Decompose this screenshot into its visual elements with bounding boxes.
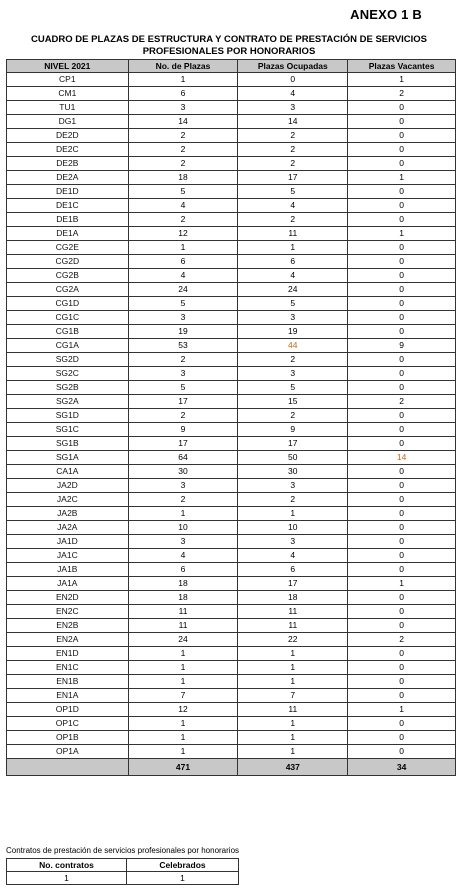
level-cell: SG2D bbox=[7, 353, 129, 367]
vacant-cell: 0 bbox=[348, 717, 456, 731]
level-cell: DE2B bbox=[7, 157, 129, 171]
occupied-cell: 3 bbox=[238, 101, 348, 115]
positions-cell: 11 bbox=[128, 605, 238, 619]
vacant-cell: 0 bbox=[348, 591, 456, 605]
table-row bbox=[7, 493, 456, 507]
positions-cell: 3 bbox=[128, 101, 238, 115]
table-row bbox=[7, 661, 456, 675]
table-row bbox=[7, 241, 456, 255]
positions-cell: 2 bbox=[128, 143, 238, 157]
level-cell: SG1C bbox=[7, 423, 129, 437]
level-cell: EN2B bbox=[7, 619, 129, 633]
positions-cell: 64 bbox=[128, 451, 238, 465]
vacant-cell: 0 bbox=[348, 661, 456, 675]
table-row bbox=[7, 605, 456, 619]
level-cell: JA1A bbox=[7, 577, 129, 591]
table-row bbox=[7, 731, 456, 745]
level-cell: EN1B bbox=[7, 675, 129, 689]
vacant-cell: 9 bbox=[348, 339, 456, 353]
table-row bbox=[7, 381, 456, 395]
positions-cell: 30 bbox=[128, 465, 238, 479]
positions-cell: 11 bbox=[128, 619, 238, 633]
occupied-cell: 5 bbox=[238, 185, 348, 199]
vacant-cell: 1 bbox=[348, 577, 456, 591]
occupied-cell: 4 bbox=[238, 549, 348, 563]
table-row bbox=[7, 101, 456, 115]
vacant-cell: 1 bbox=[348, 73, 456, 87]
totals-label bbox=[7, 759, 129, 776]
vacant-cell: 0 bbox=[348, 255, 456, 269]
occupied-cell: 4 bbox=[238, 199, 348, 213]
contracts-data-row bbox=[7, 872, 239, 885]
level-cell: DG1 bbox=[7, 115, 129, 129]
positions-cell: 2 bbox=[128, 157, 238, 171]
level-cell: CM1 bbox=[7, 87, 129, 101]
occupied-cell: 6 bbox=[238, 563, 348, 577]
occupied-cell: 22 bbox=[238, 633, 348, 647]
table-body bbox=[7, 73, 456, 759]
positions-cell: 2 bbox=[128, 409, 238, 423]
table-row bbox=[7, 521, 456, 535]
table-row bbox=[7, 129, 456, 143]
table-row bbox=[7, 549, 456, 563]
table-row bbox=[7, 227, 456, 241]
level-cell: CG2E bbox=[7, 241, 129, 255]
occupied-cell: 3 bbox=[238, 367, 348, 381]
occupied-cell: 1 bbox=[238, 675, 348, 689]
positions-cell: 12 bbox=[128, 703, 238, 717]
positions-cell: 1 bbox=[128, 731, 238, 745]
table-row bbox=[7, 437, 456, 451]
occupied-cell: 1 bbox=[238, 507, 348, 521]
positions-cell: 18 bbox=[128, 591, 238, 605]
level-cell: SG2C bbox=[7, 367, 129, 381]
positions-cell: 4 bbox=[128, 549, 238, 563]
table-row bbox=[7, 199, 456, 213]
positions-cell: 1 bbox=[128, 745, 238, 759]
table-row bbox=[7, 185, 456, 199]
positions-cell: 3 bbox=[128, 311, 238, 325]
level-cell: CG2B bbox=[7, 269, 129, 283]
table-row bbox=[7, 563, 456, 577]
vacant-cell: 0 bbox=[348, 367, 456, 381]
table-row bbox=[7, 451, 456, 465]
vacant-cell: 0 bbox=[348, 241, 456, 255]
level-cell: DE1B bbox=[7, 213, 129, 227]
positions-cell: 17 bbox=[128, 395, 238, 409]
occupied-cell: 2 bbox=[238, 157, 348, 171]
positions-cell: 3 bbox=[128, 479, 238, 493]
occupied-cell: 11 bbox=[238, 227, 348, 241]
level-cell: CG1C bbox=[7, 311, 129, 325]
vacant-cell: 0 bbox=[348, 381, 456, 395]
header-occupied: Plazas Ocupadas bbox=[238, 60, 348, 73]
level-cell: OP1D bbox=[7, 703, 129, 717]
table-row bbox=[7, 269, 456, 283]
occupied-cell: 3 bbox=[238, 311, 348, 325]
vacant-cell: 0 bbox=[348, 479, 456, 493]
level-cell: CG2A bbox=[7, 283, 129, 297]
table-row bbox=[7, 619, 456, 633]
positions-cell: 18 bbox=[128, 171, 238, 185]
table-row bbox=[7, 507, 456, 521]
contracts-header-row bbox=[7, 859, 239, 872]
vacant-cell: 0 bbox=[348, 185, 456, 199]
table-row bbox=[7, 633, 456, 647]
vacant-cell: 1 bbox=[348, 227, 456, 241]
vacant-cell: 2 bbox=[348, 395, 456, 409]
table-row bbox=[7, 353, 456, 367]
level-cell: CG2D bbox=[7, 255, 129, 269]
vacant-cell: 0 bbox=[348, 493, 456, 507]
level-cell: SG2A bbox=[7, 395, 129, 409]
table-row bbox=[7, 143, 456, 157]
positions-cell: 2 bbox=[128, 129, 238, 143]
table-row bbox=[7, 367, 456, 381]
header-positions: No. de Plazas bbox=[128, 60, 238, 73]
vacant-cell: 0 bbox=[348, 423, 456, 437]
vacant-cell: 2 bbox=[348, 87, 456, 101]
occupied-cell: 2 bbox=[238, 213, 348, 227]
level-cell: JA2A bbox=[7, 521, 129, 535]
positions-cell: 5 bbox=[128, 381, 238, 395]
occupied-cell: 6 bbox=[238, 255, 348, 269]
vacant-cell: 2 bbox=[348, 633, 456, 647]
positions-cell: 5 bbox=[128, 185, 238, 199]
level-cell: EN2D bbox=[7, 591, 129, 605]
positions-cell: 3 bbox=[128, 367, 238, 381]
occupied-cell: 10 bbox=[238, 521, 348, 535]
positions-cell: 9 bbox=[128, 423, 238, 437]
vacant-cell: 0 bbox=[348, 157, 456, 171]
level-cell: SG1A bbox=[7, 451, 129, 465]
level-cell: CG1D bbox=[7, 297, 129, 311]
occupied-cell: 14 bbox=[238, 115, 348, 129]
occupied-cell: 2 bbox=[238, 129, 348, 143]
occupied-cell: 1 bbox=[238, 661, 348, 675]
table-row bbox=[7, 689, 456, 703]
level-cell: CA1A bbox=[7, 465, 129, 479]
positions-cell: 6 bbox=[128, 563, 238, 577]
level-cell: SG2B bbox=[7, 381, 129, 395]
level-cell: DE2C bbox=[7, 143, 129, 157]
vacant-cell: 1 bbox=[348, 171, 456, 185]
occupied-cell: 15 bbox=[238, 395, 348, 409]
total-vacant: 34 bbox=[348, 759, 456, 776]
totals-row bbox=[7, 759, 456, 776]
occupied-cell: 3 bbox=[238, 535, 348, 549]
table-row bbox=[7, 647, 456, 661]
occupied-cell: 1 bbox=[238, 717, 348, 731]
level-cell: JA1C bbox=[7, 549, 129, 563]
total-occupied: 437 bbox=[238, 759, 348, 776]
occupied-cell: 44 bbox=[238, 339, 348, 353]
level-cell: EN2C bbox=[7, 605, 129, 619]
positions-table bbox=[6, 59, 456, 776]
header-level: NIVEL 2021 bbox=[7, 60, 129, 73]
level-cell: EN1A bbox=[7, 689, 129, 703]
positions-cell: 6 bbox=[128, 87, 238, 101]
positions-cell: 24 bbox=[128, 283, 238, 297]
occupied-cell: 18 bbox=[238, 591, 348, 605]
level-cell: EN2A bbox=[7, 633, 129, 647]
positions-cell: 1 bbox=[128, 507, 238, 521]
table-row bbox=[7, 311, 456, 325]
table-row bbox=[7, 255, 456, 269]
table-row bbox=[7, 535, 456, 549]
vacant-cell: 0 bbox=[348, 129, 456, 143]
occupied-cell: 11 bbox=[238, 703, 348, 717]
level-cell: SG1D bbox=[7, 409, 129, 423]
contracts-header-count: No. contratos bbox=[7, 859, 127, 872]
table-row bbox=[7, 115, 456, 129]
positions-cell: 14 bbox=[128, 115, 238, 129]
occupied-cell: 3 bbox=[238, 479, 348, 493]
contracts-note: Contratos de prestación de servicios profesionales por honorarios bbox=[6, 846, 240, 855]
occupied-cell: 19 bbox=[238, 325, 348, 339]
table-row bbox=[7, 577, 456, 591]
occupied-cell: 9 bbox=[238, 423, 348, 437]
occupied-cell: 17 bbox=[238, 437, 348, 451]
occupied-cell: 50 bbox=[238, 451, 348, 465]
level-cell: JA1B bbox=[7, 563, 129, 577]
vacant-cell: 0 bbox=[348, 101, 456, 115]
level-cell: SG1B bbox=[7, 437, 129, 451]
vacant-cell: 0 bbox=[348, 605, 456, 619]
positions-cell: 3 bbox=[128, 535, 238, 549]
occupied-cell: 1 bbox=[238, 731, 348, 745]
contracts-table bbox=[6, 858, 239, 885]
level-cell: CG1A bbox=[7, 339, 129, 353]
positions-cell: 18 bbox=[128, 577, 238, 591]
level-cell: DE2A bbox=[7, 171, 129, 185]
occupied-cell: 0 bbox=[238, 73, 348, 87]
positions-cell: 2 bbox=[128, 353, 238, 367]
positions-cell: 53 bbox=[128, 339, 238, 353]
occupied-cell: 4 bbox=[238, 269, 348, 283]
vacant-cell: 0 bbox=[348, 731, 456, 745]
vacant-cell: 0 bbox=[348, 269, 456, 283]
table-row bbox=[7, 325, 456, 339]
level-cell: CG1B bbox=[7, 325, 129, 339]
positions-cell: 12 bbox=[128, 227, 238, 241]
contracts-header-celebrated: Celebrados bbox=[127, 859, 239, 872]
level-cell: CP1 bbox=[7, 73, 129, 87]
occupied-cell: 5 bbox=[238, 297, 348, 311]
vacant-cell: 0 bbox=[348, 213, 456, 227]
positions-cell: 1 bbox=[128, 647, 238, 661]
level-cell: JA1D bbox=[7, 535, 129, 549]
title-line-2: PROFESIONALES POR HONORARIOS bbox=[142, 46, 316, 57]
occupied-cell: 17 bbox=[238, 577, 348, 591]
vacant-cell: 0 bbox=[348, 353, 456, 367]
header-vacant: Plazas Vacantes bbox=[348, 60, 456, 73]
vacant-cell: 0 bbox=[348, 199, 456, 213]
table-row bbox=[7, 479, 456, 493]
vacant-cell: 0 bbox=[348, 143, 456, 157]
annex-label: ANEXO 1 B bbox=[350, 7, 422, 22]
vacant-cell: 0 bbox=[348, 115, 456, 129]
level-cell: EN1C bbox=[7, 661, 129, 675]
vacant-cell: 0 bbox=[348, 507, 456, 521]
occupied-cell: 11 bbox=[238, 605, 348, 619]
positions-cell: 6 bbox=[128, 255, 238, 269]
positions-cell: 1 bbox=[128, 241, 238, 255]
occupied-cell: 2 bbox=[238, 493, 348, 507]
vacant-cell: 0 bbox=[348, 325, 456, 339]
level-cell: DE2D bbox=[7, 129, 129, 143]
vacant-cell: 0 bbox=[348, 675, 456, 689]
level-cell: DE1A bbox=[7, 227, 129, 241]
positions-cell: 2 bbox=[128, 493, 238, 507]
positions-cell: 4 bbox=[128, 269, 238, 283]
vacant-cell: 0 bbox=[348, 521, 456, 535]
table-row bbox=[7, 675, 456, 689]
occupied-cell: 2 bbox=[238, 409, 348, 423]
level-cell: EN1D bbox=[7, 647, 129, 661]
vacant-cell: 0 bbox=[348, 563, 456, 577]
vacant-cell: 0 bbox=[348, 619, 456, 633]
table-row bbox=[7, 409, 456, 423]
level-cell: JA2C bbox=[7, 493, 129, 507]
table-row bbox=[7, 87, 456, 101]
table-row bbox=[7, 703, 456, 717]
positions-cell: 19 bbox=[128, 325, 238, 339]
occupied-cell: 11 bbox=[238, 619, 348, 633]
level-cell: OP1B bbox=[7, 731, 129, 745]
vacant-cell: 0 bbox=[348, 535, 456, 549]
level-cell: DE1D bbox=[7, 185, 129, 199]
table-header-row bbox=[7, 60, 456, 73]
occupied-cell: 30 bbox=[238, 465, 348, 479]
occupied-cell: 17 bbox=[238, 171, 348, 185]
table-row bbox=[7, 297, 456, 311]
table-row bbox=[7, 745, 456, 759]
positions-cell: 17 bbox=[128, 437, 238, 451]
positions-cell: 7 bbox=[128, 689, 238, 703]
occupied-cell: 1 bbox=[238, 241, 348, 255]
positions-cell: 1 bbox=[128, 675, 238, 689]
vacant-cell: 0 bbox=[348, 689, 456, 703]
positions-cell: 24 bbox=[128, 633, 238, 647]
level-cell: OP1A bbox=[7, 745, 129, 759]
table-row bbox=[7, 717, 456, 731]
occupied-cell: 1 bbox=[238, 745, 348, 759]
total-positions: 471 bbox=[128, 759, 238, 776]
contracts-celebrated: 1 bbox=[127, 872, 239, 885]
document-title bbox=[6, 34, 452, 58]
positions-cell: 4 bbox=[128, 199, 238, 213]
positions-cell: 10 bbox=[128, 521, 238, 535]
vacant-cell: 14 bbox=[348, 451, 456, 465]
contracts-count: 1 bbox=[7, 872, 127, 885]
vacant-cell: 0 bbox=[348, 409, 456, 423]
table-row bbox=[7, 283, 456, 297]
level-cell: OP1C bbox=[7, 717, 129, 731]
level-cell: DE1C bbox=[7, 199, 129, 213]
table-row bbox=[7, 423, 456, 437]
vacant-cell: 0 bbox=[348, 311, 456, 325]
vacant-cell: 0 bbox=[348, 437, 456, 451]
positions-cell: 1 bbox=[128, 661, 238, 675]
level-cell: JA2B bbox=[7, 507, 129, 521]
occupied-cell: 5 bbox=[238, 381, 348, 395]
title-line-1: CUADRO DE PLAZAS DE ESTRUCTURA Y CONTRATO DE PRESTACIÓN DE SERVICIOS bbox=[30, 34, 428, 45]
occupied-cell: 2 bbox=[238, 353, 348, 367]
table-row bbox=[7, 465, 456, 479]
vacant-cell: 0 bbox=[348, 745, 456, 759]
table-row bbox=[7, 395, 456, 409]
table-row bbox=[7, 157, 456, 171]
occupied-cell: 2 bbox=[238, 143, 348, 157]
table-row bbox=[7, 171, 456, 185]
occupied-cell: 4 bbox=[238, 87, 348, 101]
positions-cell: 1 bbox=[128, 717, 238, 731]
vacant-cell: 0 bbox=[348, 297, 456, 311]
vacant-cell: 0 bbox=[348, 283, 456, 297]
level-cell: JA2D bbox=[7, 479, 129, 493]
positions-cell: 2 bbox=[128, 213, 238, 227]
table-row bbox=[7, 591, 456, 605]
occupied-cell: 1 bbox=[238, 647, 348, 661]
vacant-cell: 0 bbox=[348, 549, 456, 563]
vacant-cell: 1 bbox=[348, 703, 456, 717]
level-cell: TU1 bbox=[7, 101, 129, 115]
table-row bbox=[7, 339, 456, 353]
occupied-cell: 24 bbox=[238, 283, 348, 297]
occupied-cell: 7 bbox=[238, 689, 348, 703]
positions-cell: 5 bbox=[128, 297, 238, 311]
vacant-cell: 0 bbox=[348, 465, 456, 479]
vacant-cell: 0 bbox=[348, 647, 456, 661]
table-row bbox=[7, 213, 456, 227]
positions-cell: 1 bbox=[128, 73, 238, 87]
table-row bbox=[7, 73, 456, 87]
